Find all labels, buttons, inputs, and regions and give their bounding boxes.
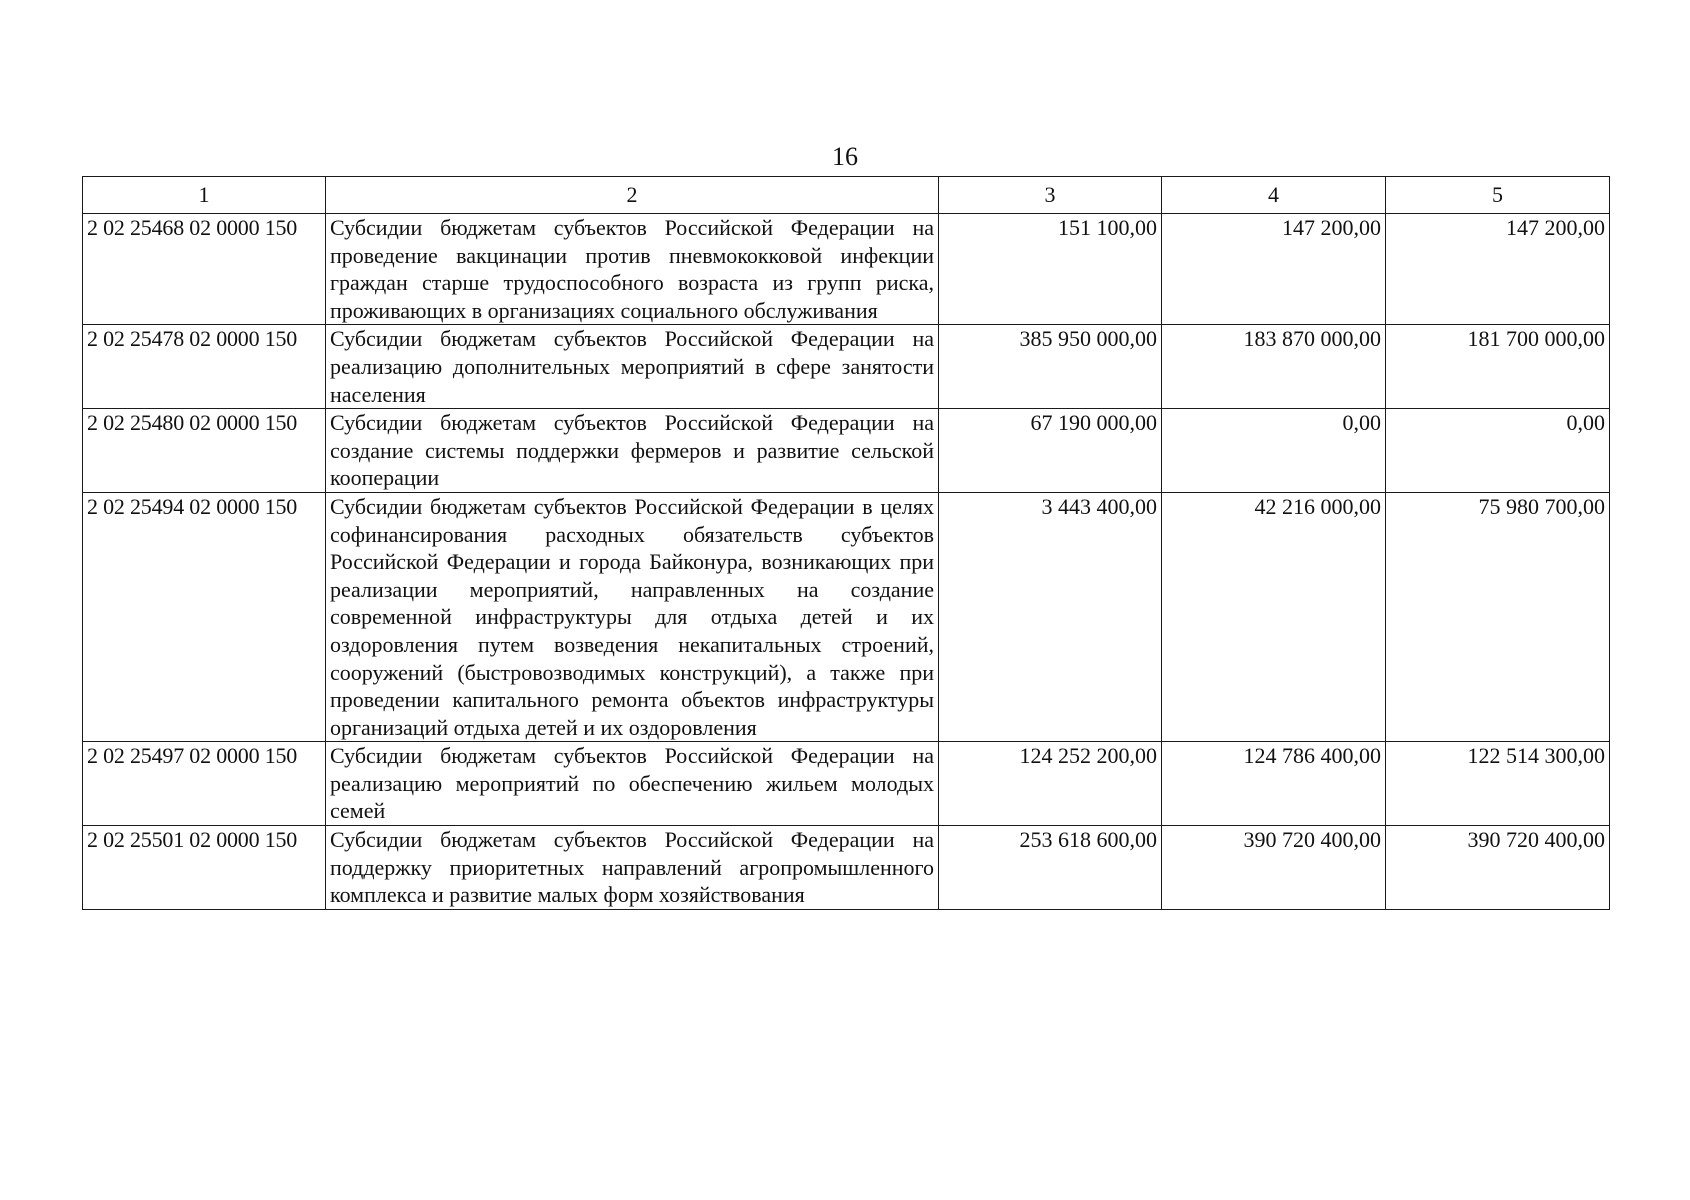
amount-col-3: 67 190 000,00 — [939, 409, 1162, 493]
amount-col-4: 42 216 000,00 — [1162, 492, 1386, 741]
header-col-2: 2 — [326, 177, 939, 214]
header-row — [83, 177, 1610, 214]
amount-col-4: 183 870 000,00 — [1162, 325, 1386, 409]
amount-col-5: 390 720 400,00 — [1386, 826, 1610, 910]
subsidy-description: Субсидии бюджетам субъектов Российской Федерации на создание системы поддержки фермеров и развитие сельской кооперации — [326, 409, 939, 493]
header-col-5: 5 — [1386, 177, 1610, 214]
table-row — [83, 826, 1610, 910]
table-row — [83, 409, 1610, 493]
amount-col-3: 151 100,00 — [939, 214, 1162, 325]
amount-col-5: 75 980 700,00 — [1386, 492, 1610, 741]
table-row — [83, 214, 1610, 325]
amount-col-4: 147 200,00 — [1162, 214, 1386, 325]
amount-col-3: 253 618 600,00 — [939, 826, 1162, 910]
subsidy-description: Субсидии бюджетам субъектов Российской Федерации в целях софинансирования расходных обязательств субъектов Российской Федерации и города Байконура, возникающих при реализации мероприятий, направленных на создание современной инфраструктуры для отдыха детей и их оздоровления путем возведения некапитальных строений, сооружений (быстровозводимых конструкций), а также при проведении капитального ремонта объектов инфраструктуры организаций отдыха детей и их оздоровления — [326, 492, 939, 741]
table-header — [83, 177, 1610, 214]
amount-col-5: 0,00 — [1386, 409, 1610, 493]
subsidy-description: Субсидии бюджетам субъектов Российской Федерации на поддержку приоритетных направлений агропромышленного комплекса и развитие малых форм хозяйствования — [326, 826, 939, 910]
table-row — [83, 742, 1610, 826]
amount-col-3: 385 950 000,00 — [939, 325, 1162, 409]
amount-col-5: 122 514 300,00 — [1386, 742, 1610, 826]
page-number: 16 — [832, 142, 858, 171]
amount-col-3: 124 252 200,00 — [939, 742, 1162, 826]
header-col-3: 3 — [939, 177, 1162, 214]
subsidy-description: Субсидии бюджетам субъектов Российской Федерации на реализацию мероприятий по обеспечению жильем молодых семей — [326, 742, 939, 826]
subsidy-description: Субсидии бюджетам субъектов Российской Федерации на проведение вакцинации против пневмококковой инфекции граждан старше трудоспособного возраста из групп риска, проживающих в организациях социального обслуживания — [326, 214, 939, 325]
budget-code: 2 02 25468 02 0000 150 — [83, 214, 326, 325]
amount-col-5: 147 200,00 — [1386, 214, 1610, 325]
amount-col-4: 124 786 400,00 — [1162, 742, 1386, 826]
table-row — [83, 325, 1610, 409]
header-col-4: 4 — [1162, 177, 1386, 214]
budget-table — [82, 176, 1610, 910]
budget-code: 2 02 25494 02 0000 150 — [83, 492, 326, 741]
amount-col-5: 181 700 000,00 — [1386, 325, 1610, 409]
header-col-1: 1 — [83, 177, 326, 214]
table-body — [83, 214, 1610, 910]
budget-code: 2 02 25497 02 0000 150 — [83, 742, 326, 826]
amount-col-4: 390 720 400,00 — [1162, 826, 1386, 910]
amount-col-3: 3 443 400,00 — [939, 492, 1162, 741]
budget-code: 2 02 25480 02 0000 150 — [83, 409, 326, 493]
table-row — [83, 492, 1610, 741]
subsidy-description: Субсидии бюджетам субъектов Российской Федерации на реализацию дополнительных мероприятий в сфере занятости населения — [326, 325, 939, 409]
budget-code: 2 02 25478 02 0000 150 — [83, 325, 326, 409]
amount-col-4: 0,00 — [1162, 409, 1386, 493]
budget-code: 2 02 25501 02 0000 150 — [83, 826, 326, 910]
